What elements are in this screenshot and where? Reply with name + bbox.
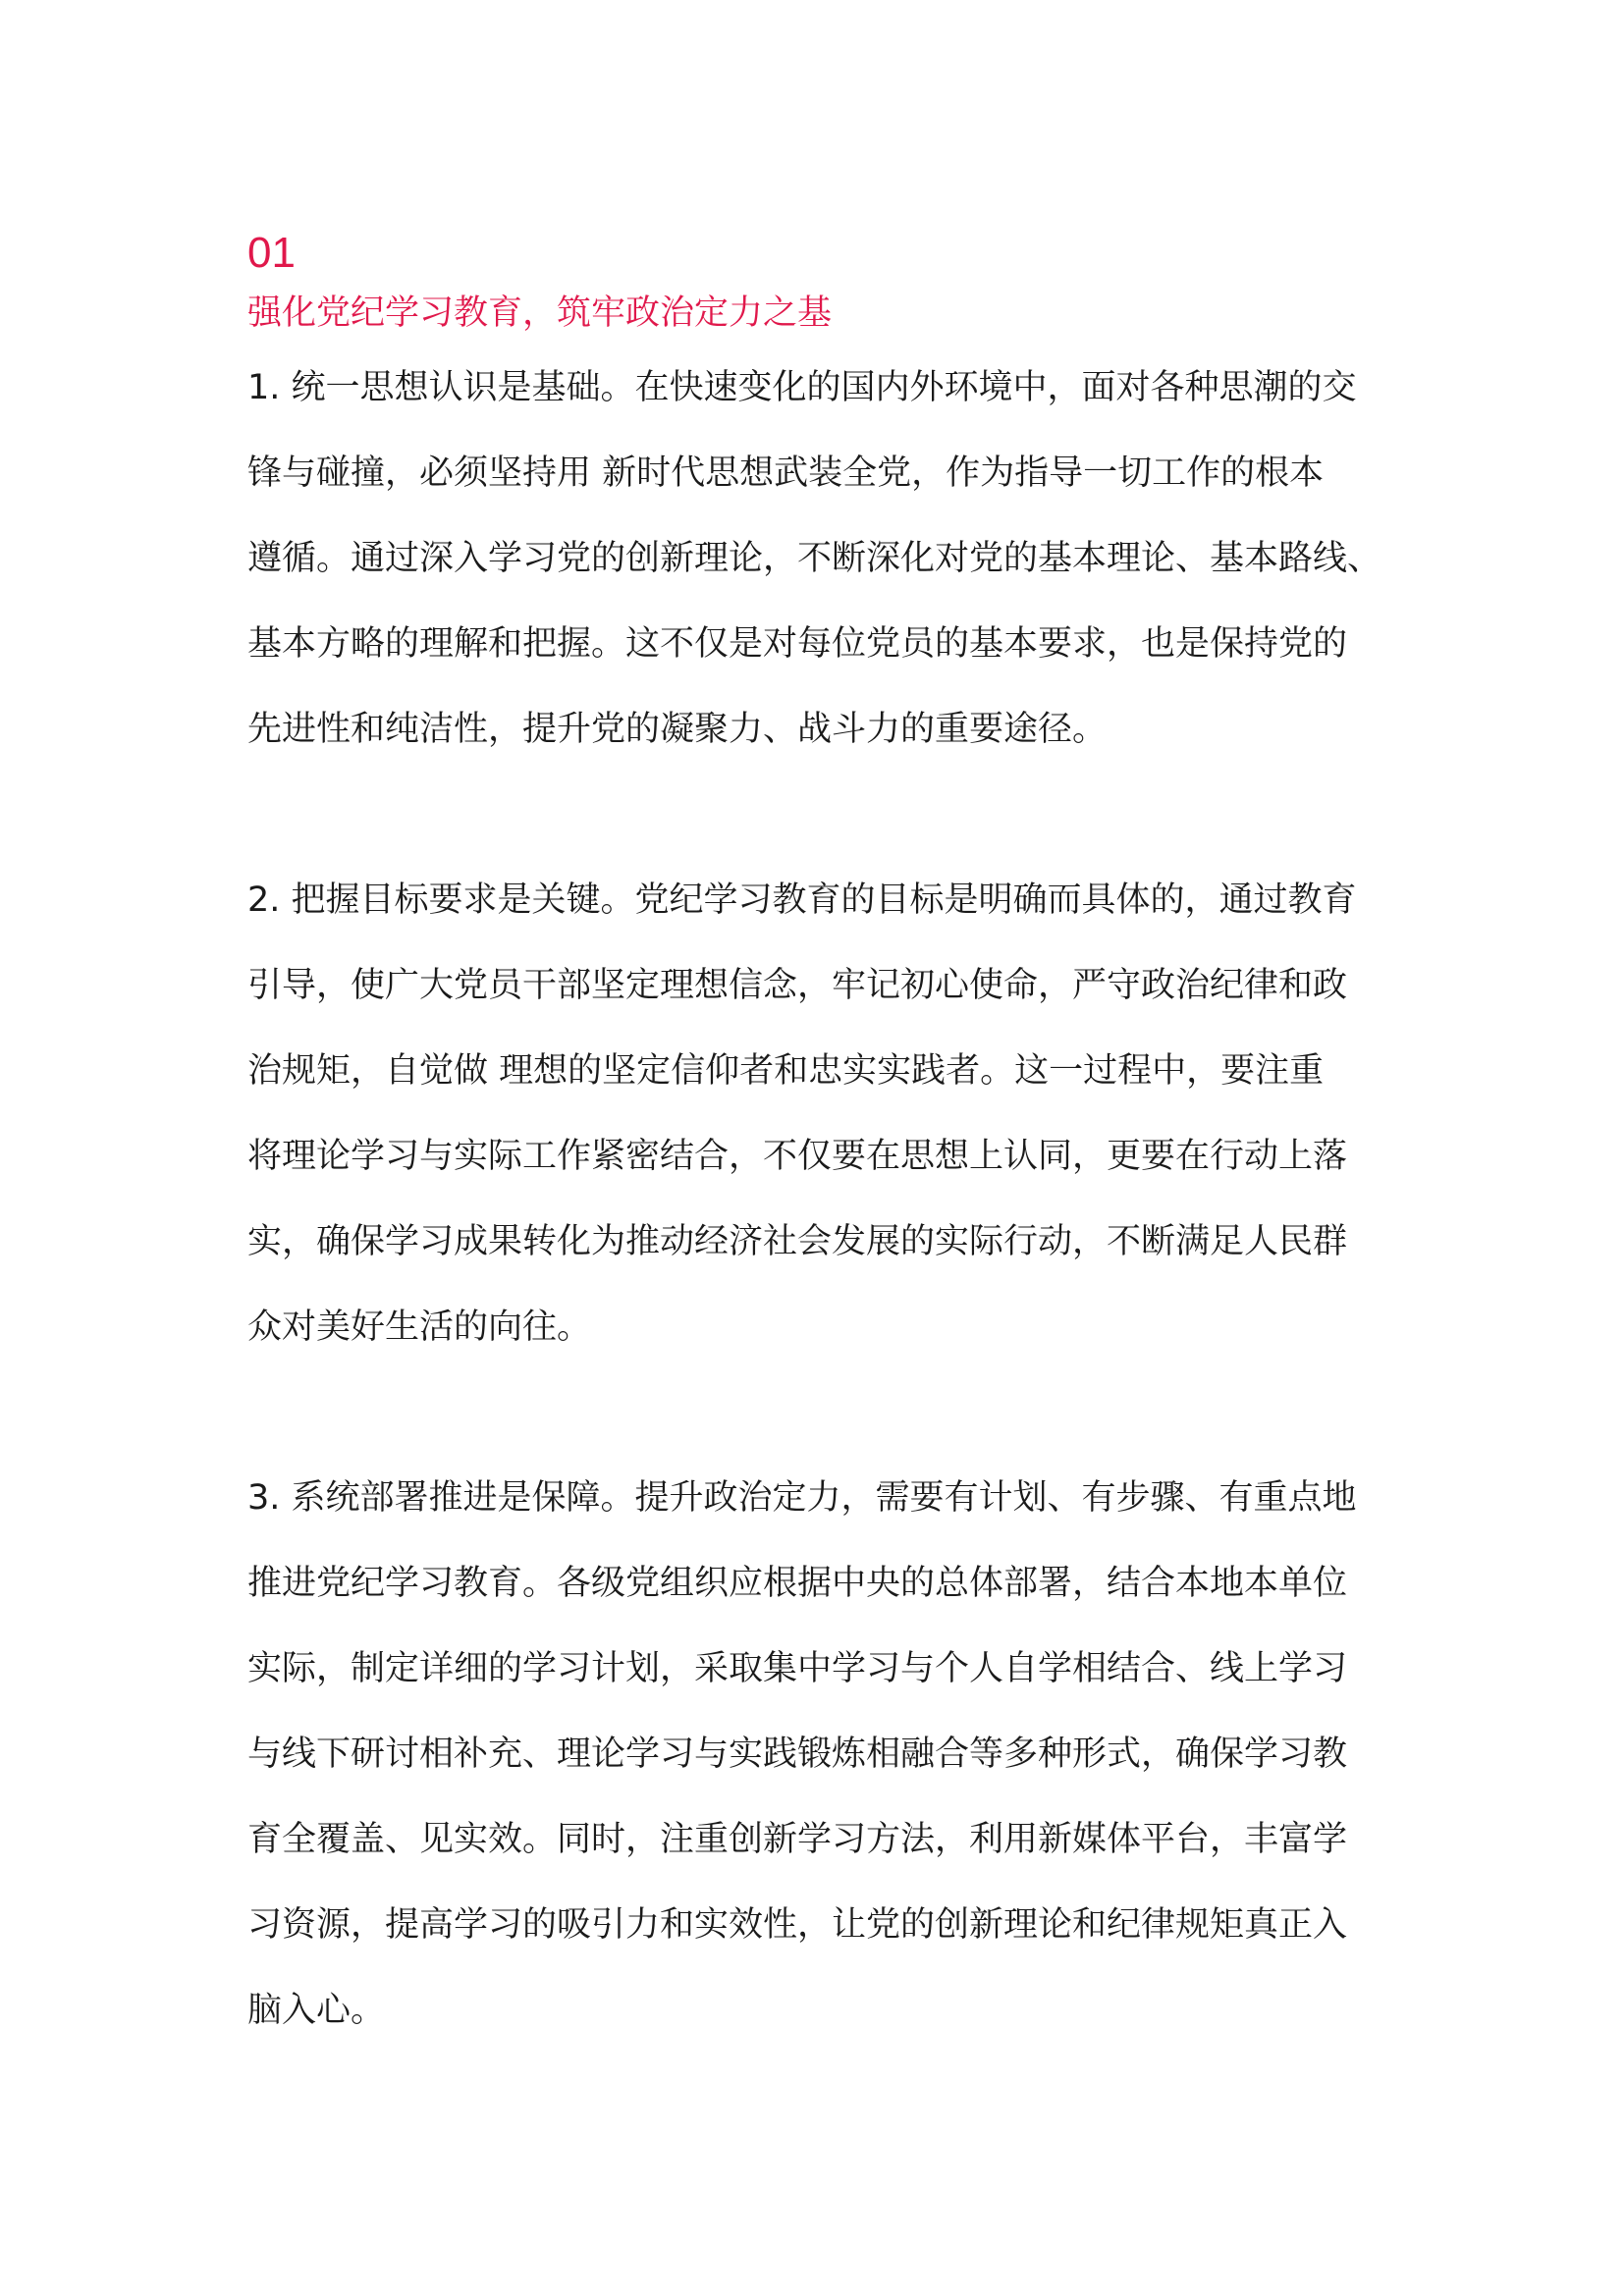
paragraph-line: 实，确保学习成果转化为推动经济社会发展的实际行动，不断满足人民群 — [247, 1222, 1348, 1261]
section-number: 01 — [247, 229, 296, 277]
article-body — [247, 224, 1396, 2054]
paragraph-line: 锋与碰撞，必须坚持用 新时代思想武装全党，作为指导一切工作的根本 — [247, 454, 1325, 493]
paragraph-2 — [247, 858, 1396, 1370]
paragraph-line: 引导，使广大党员干部坚定理想信念，牢记初心使命，严守政治纪律和政 — [247, 966, 1348, 1005]
paragraph-line: 2. 把握目标要求是关键。党纪学习教育的目标是明确而具体的，通过教育 — [247, 881, 1357, 920]
paragraph-line: 治规矩，自觉做 理想的坚定信仰者和忠实实践者。这一过程中，要注重 — [247, 1051, 1325, 1091]
paragraph-line: 基本方略的理解和把握。这不仅是对每位党员的基本要求，也是保持党的 — [247, 624, 1348, 664]
paragraph-line: 1. 统一思想认识是基础。在快速变化的国内外环境中，面对各种思潮的交 — [247, 368, 1357, 407]
section-heading: 强化党纪学习教育，筑牢政治定力之基 — [247, 294, 833, 333]
paragraph-line: 遵循。通过深入学习党的创新理论，不断深化对党的基本理论、基本路线、 — [247, 539, 1382, 578]
paragraph-line: 将理论学习与实际工作紧密结合，不仅要在思想上认同，更要在行动上落 — [247, 1137, 1348, 1176]
paragraph-line: 与线下研讨相补充、理论学习与实践锻炼相融合等多种形式，确保学习教 — [247, 1735, 1348, 1774]
paragraph-line: 先进性和纯洁性，提升党的凝聚力、战斗力的重要途径。 — [247, 710, 1108, 749]
paragraph-line: 脑入心。 — [247, 1991, 386, 2030]
paragraph-line: 习资源，提高学习的吸引力和实效性，让党的创新理论和纪律规矩真正入 — [247, 1905, 1348, 1945]
paragraph-3 — [247, 1456, 1396, 2054]
paragraph-line: 3. 系统部署推进是保障。提升政治定力，需要有计划、有步骤、有重点地 — [247, 1478, 1357, 1518]
paragraph-line: 育全覆盖、见实效。同时，注重创新学习方法，利用新媒体平台，丰富学 — [247, 1820, 1348, 1859]
paragraph-line: 推进党纪学习教育。各级党组织应根据中央的总体部署，结合本地本单位 — [247, 1564, 1348, 1603]
paragraph-1 — [247, 346, 1396, 773]
paragraph-line: 众对美好生活的向往。 — [247, 1308, 592, 1347]
paragraph-line: 实际，制定详细的学习计划，采取集中学习与个人自学相结合、线上学习 — [247, 1649, 1348, 1688]
